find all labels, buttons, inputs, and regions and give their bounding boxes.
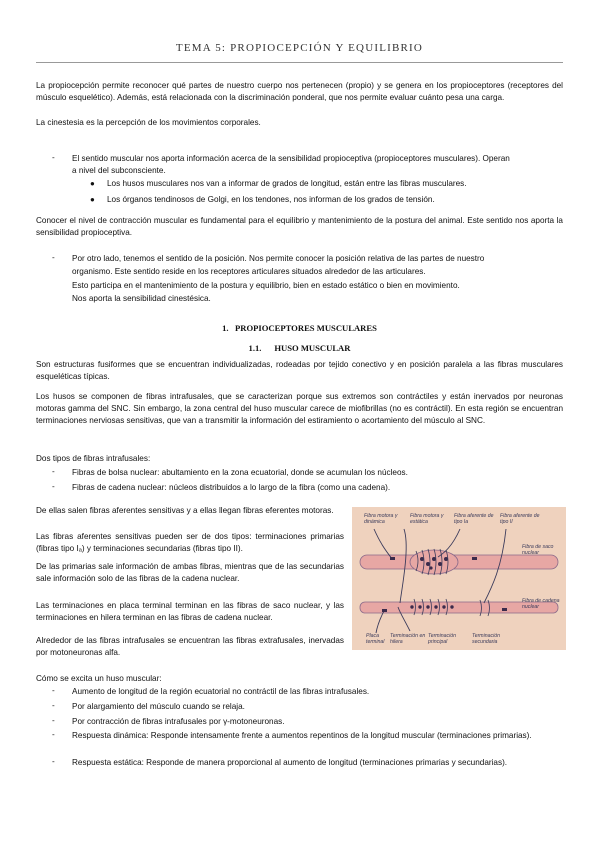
dash-marker: -: [52, 467, 55, 476]
huso-paragraph-4: Las fibras aferentes sensitivas pueden ser de dos tipos: terminaciones primarias (fibras tipo Iₐ) y terminaciones secundarias (fibras tipo II).: [36, 532, 344, 554]
dash-marker: -: [52, 482, 55, 491]
list-item-excite-3: Por contracción de fibras intrafusales por γ-motoneuronas.: [72, 717, 285, 726]
label-terminacion-secundaria: Terminación secundaria: [472, 633, 501, 645]
huso-paragraph-2: Los husos se componen de fibras intrafusales, que se caracterizan porque sus extremos son contráctiles y están inervados por neuronas motoras gamma del SNC. Sin embargo, la zona central del huso muscular carece de miofibrillas (no es contráctil). En esta región se encuentran terminaciones nerviosas sensitivas, que van a transmitir la información del estiramiento o acortamiento del músculo al SNC.: [36, 392, 563, 426]
huso-paragraph-6: Las terminaciones en placa terminal terminan en las fibras de saco nuclear, y las terminaciones en hilera terminan en las fibras de cadena nuclear.: [36, 601, 344, 623]
subsection-title: HUSO MUSCULAR: [274, 343, 351, 353]
huso-paragraph-1: Son estructuras fusiformes que se encuentran individualizadas, rodeadas por tejido conectivo y en posición paralela a las fibras musculares esqueléticas típicas.: [36, 360, 563, 382]
subsection-number: 1.1.: [248, 343, 262, 353]
list-item-excite-4: Respuesta dinámica: Responde intensamente frente a aumentos repentinos de la longitud muscular (terminaciones primarias).: [72, 731, 532, 740]
dash-marker: -: [52, 757, 55, 766]
page-title: TEMA 5: PROPIOCEPCIÓN Y EQUILIBRIO: [175, 42, 424, 54]
label-cadena-nuclear: Fibra de cadena nuclear: [522, 598, 560, 610]
label-aferente-ii: Fibra aferente de tipo II: [500, 513, 540, 525]
dash-marker: -: [52, 253, 55, 262]
label-placa-terminal: Placa terminal: [366, 633, 385, 645]
bullet-marker: ●: [90, 195, 95, 204]
section-number: 1.: [222, 323, 229, 333]
label-saco-nuclear: Fibra de saco nuclear: [522, 544, 554, 556]
bullet-item-golgi: Los órganos tendinosos de Golgi, en los tendones, nos informan de los grados de tensión.: [107, 195, 435, 204]
list-item-sentido-muscular-cont: a nivel del subconsciente.: [72, 166, 166, 175]
list-item-sentido-muscular: El sentido muscular nos aporta información acerca de la sensibilidad propioceptiva (propioceptores musculares). Operan: [72, 154, 510, 163]
list-item-excite-2: Por alargamiento del músculo cuando se relaja.: [72, 702, 245, 711]
intro-paragraph-2: La cinestesia es la percepción de los movimientos corporales.: [36, 118, 261, 127]
section-heading-1-1: [0, 343, 599, 353]
intro-paragraph-3: Conocer el nivel de contracción muscular es fundamental para el equilibrio y mantenimiento de la postura del animal. Este sentido nos aporta la sensibilidad propioceptiva.: [36, 216, 563, 238]
list-item-cadena-nuclear: Fibras de cadena nuclear: núcleos distribuidos a lo largo de la fibra (como una cadena).: [72, 483, 391, 492]
huso-paragraph-7: Alrededor de las fibras intrafusales se encuentran las fibras extrafusales, inervadas por motoneuronas alfa.: [36, 636, 344, 658]
dash-marker: -: [52, 686, 55, 695]
list-item-excite-5: Respuesta estática: Responde de manera proporcional al aumento de longitud (terminaciones primarias y secundarias).: [72, 758, 508, 767]
label-terminacion-hilera: Terminación en hilera: [390, 633, 426, 645]
nuclear-bag-fiber: [360, 555, 558, 569]
dash-marker: -: [52, 730, 55, 739]
list-item-posicion-cont: Esto participa en el mantenimiento de la postura y equilibrio, bien en estado estático o bien en movimiento.: [72, 281, 460, 290]
dash-marker: -: [52, 153, 55, 162]
list-item-posicion: Por otro lado, tenemos el sentido de la posición. Nos permite conocer la posición relativa de las partes de nuestro: [72, 254, 485, 263]
intro-paragraph-1: La propiocepción permite reconocer qué partes de nuestro cuerpo nos pertenecen (propio) y se genera en los propioceptores (receptores del músculo esquelético). Además, está relacionada con la discriminación ponderal, que nos permite evaluar cuánto pesa una carga.: [36, 81, 563, 103]
label-terminacion-principal: Terminación principal: [428, 633, 457, 645]
label-aferente-ia: Fibra aferente de tipo Ia: [454, 513, 494, 525]
muscle-spindle-figure: [352, 507, 566, 650]
excite-title: Cómo se excita un huso muscular:: [36, 674, 162, 683]
list-item-excite-1: Aumento de longitud de la región ecuatorial no contráctil de las fibras intrafusales.: [72, 687, 370, 696]
bullet-marker: ●: [90, 179, 95, 188]
list-item-posicion-cont: organismo. Este sentido reside en los receptores articulares situados alrededor de las articulares.: [72, 267, 426, 276]
label-motora-estatica: Fibra motora γ estática: [410, 513, 444, 525]
huso-paragraph-5: De las primarias sale información de ambas fibras, mientras que de las secundarias sale información solo de las fibras de la cadena nuclear.: [36, 562, 344, 584]
label-motora-dinamica: Fibra motora γ dinámica: [364, 513, 398, 525]
section-heading-1: [0, 323, 599, 333]
muscle-spindle-diagram: [352, 507, 566, 650]
nerve-fibers: [374, 529, 506, 633]
list-item-bolsa-nuclear: Fibras de bolsa nuclear: abultamiento en la zona ecuatorial, donde se acumulan los núcleos.: [72, 468, 408, 477]
huso-types-title: Dos tipos de fibras intrafusales:: [36, 454, 151, 463]
bullet-item-husos: Los husos musculares nos van a informar de grados de longitud, están entre las fibras musculares.: [107, 179, 467, 188]
dash-marker: -: [52, 716, 55, 725]
huso-paragraph-3: De ellas salen fibras aferentes sensitivas y a ellas llegan fibras eferentes motoras.: [36, 506, 334, 515]
dash-marker: -: [52, 701, 55, 710]
section-title: PROPIOCEPTORES MUSCULARES: [235, 323, 377, 333]
title-rule: [36, 62, 563, 63]
list-item-posicion-cont: Nos aporta la sensibilidad cinestésica.: [72, 294, 211, 303]
